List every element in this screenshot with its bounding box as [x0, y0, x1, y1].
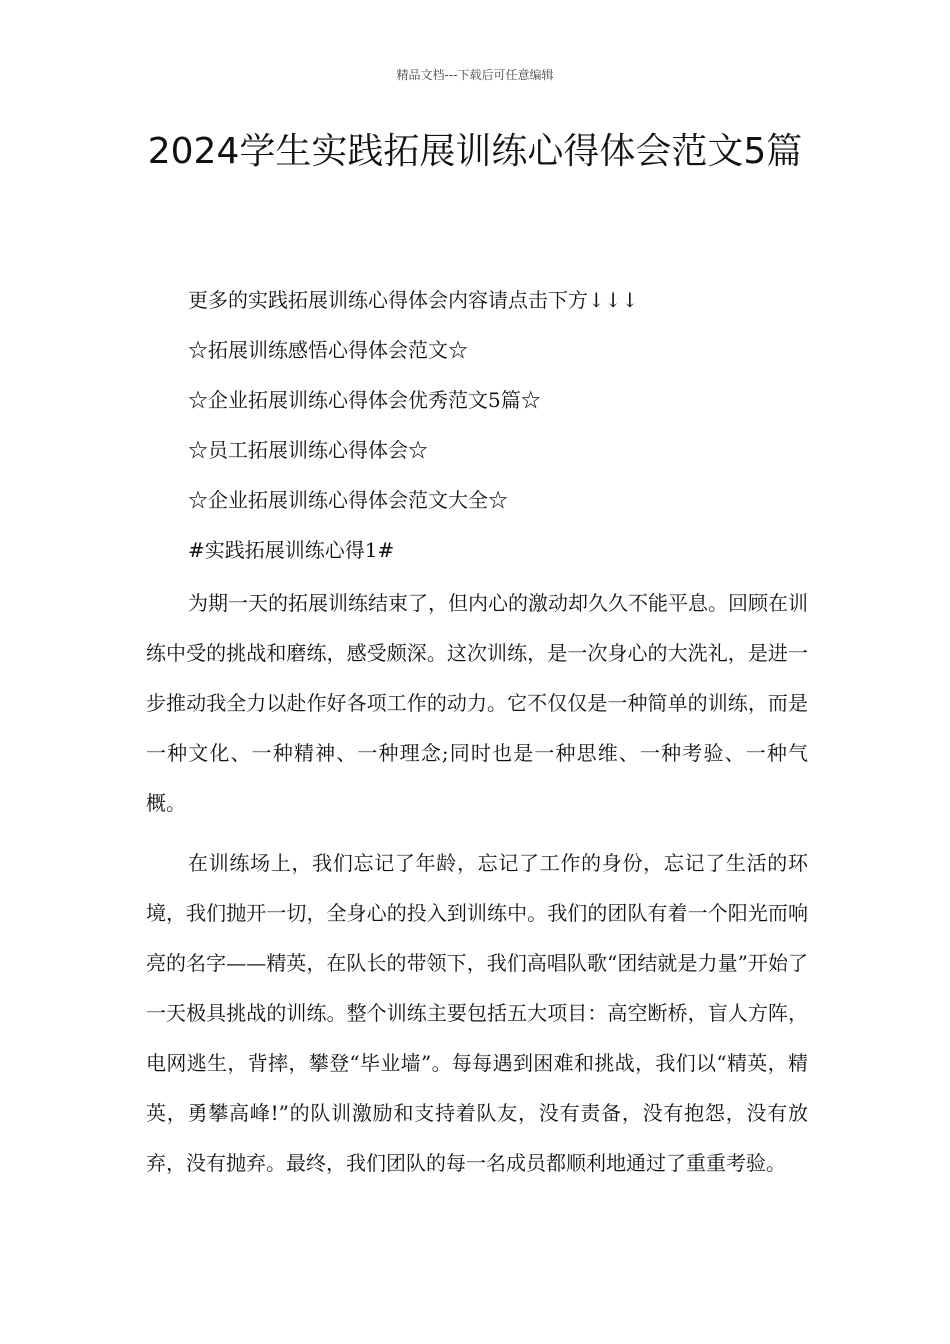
links-intro: 更多的实践拓展训练心得体会内容请点击下方↓↓↓	[188, 288, 639, 312]
document-title: 2024学生实践拓展训练心得体会范文5篇	[147, 131, 803, 172]
related-link-4[interactable]: ☆企业拓展训练心得体会范文大全☆	[188, 488, 508, 512]
article-body	[146, 578, 808, 1198]
related-link-1[interactable]: ☆拓展训练感悟心得体会范文☆	[188, 338, 468, 362]
paragraph-2: 在训练场上，我们忘记了年龄，忘记了工作的身份，忘记了生活的环境，我们抛开一切，全身心的投入到训练中。我们的团队有着一个阳光而响亮的名字——精英，在队长的带领下，我们高唱队歌“团结就是力量”开始了一天极具挑战的训练。整个训练主要包括五大项目：高空断桥，盲人方阵，电网逃生，背摔，攀登“毕业墙”。每每遇到困难和挑战，我们以“精英，精英，勇攀高峰!”的队训激励和支持着队友，没有责备，没有抱怨，没有放弃，没有抛弃。最终，我们团队的每一名成员都顺利地通过了重重考验。	[146, 851, 808, 1175]
section-heading: #实践拓展训练心得1#	[188, 538, 395, 562]
related-links	[188, 280, 828, 580]
paragraph-1: 为期一天的拓展训练结束了，但内心的激动却久久不能平息。回顾在训练中受的挑战和磨练，感受颇深。这次训练，是一次身心的大洗礼，是进一步推动我全力以赴作好各项工作的动力。它不仅仅是一种简单的训练，而是一种文化、一种精神、一种理念;同时也是一种思维、一种考验、一种气概。	[146, 591, 808, 815]
related-link-2[interactable]: ☆企业拓展训练心得体会优秀范文5篇☆	[188, 388, 541, 412]
header-note: 精品文档---下载后可任意编辑	[396, 68, 554, 82]
related-link-3[interactable]: ☆员工拓展训练心得体会☆	[188, 438, 428, 462]
